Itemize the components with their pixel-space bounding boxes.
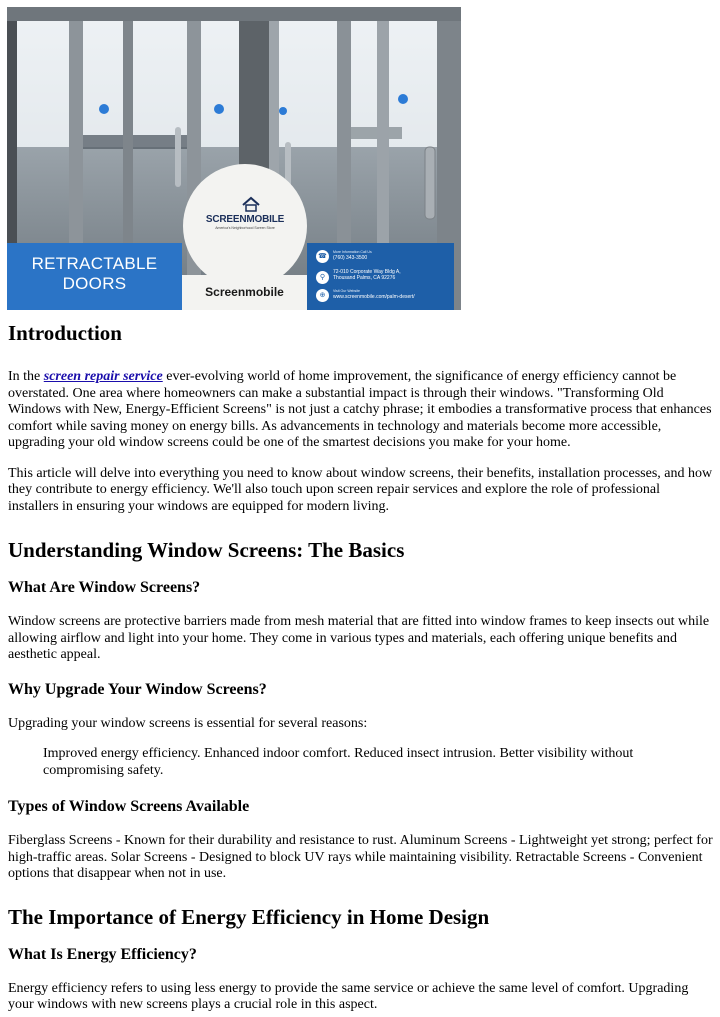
location-pin-icon: ⚲ [316, 271, 329, 284]
heading-basics: Understanding Window Screens: The Basics [8, 538, 405, 562]
types-paragraph: Fiberglass Screens - Known for their durability and resistance to rust. Aluminum Screens - Lightweight yet strong; perfect for high-traffic areas. Solar Screens - Designed to block UV rays while maintaining visibility. Retractable Screens - Convenient options that disappear when not in use. [8, 833, 713, 881]
address-line1: 72-010 Corporate Way Bldg A, [333, 269, 401, 275]
why-paragraph: Upgrading your window screens is essential for several reasons: [8, 715, 368, 731]
banner-title [7, 254, 182, 294]
phone-icon: ☎ [316, 250, 329, 263]
globe-icon: ⊕ [316, 289, 329, 302]
banner-title-line1: RETRACTABLE [31, 254, 158, 273]
hero-banner-image [7, 7, 461, 310]
address-line2: Thousand Palms, CA 92276 [333, 275, 396, 281]
phone-label: More Information Call Us [333, 250, 372, 254]
logo-tagline: America's Neighborhood Screen Store [215, 226, 275, 230]
heading-introduction: Introduction [8, 321, 122, 345]
intro-paragraph-2: This article will delve into everything you need to know about window screens, their benefits, installation processes, and how they contribute to energy efficiency. We'll also touch upon screen repair services and explore the role of professional installers in ensuring your windows are equipped for modern living. [8, 465, 713, 514]
intro-paragraph-1 [8, 369, 714, 452]
energy-efficiency-paragraph: Energy efficiency refers to using less energy to provide the same service or achieve the same level of comfort. Upgrading your windows with new screens plays a crucial role in this aspect. [8, 980, 689, 1012]
screen-repair-service-link[interactable]: screen repair service [43, 369, 163, 384]
phone-number: (760) 343-3500 [333, 255, 368, 261]
house-logo-icon [241, 195, 261, 213]
banner-brand: Screenmobile [205, 285, 284, 299]
heading-types: Types of Window Screens Available [8, 798, 250, 815]
heading-importance: The Importance of Energy Efficiency in Home Design [8, 904, 490, 929]
intro-rest: ever-evolving world of home improvement, the significance of energy efficiency cannot be overstated. One area where homeowners can make a substantial impact is through their windows. "Transforming Old Windows with New, Energy-Efficient Screens" is not just a catchy phrase; it embodies a transformative process that enhances comfort while saving money on energy bills. As advancements in technology and materials become more accessible, upgrading your old window screens could be one of the smartest decisions you make for your home. [8, 369, 712, 450]
intro-prefix: In the [8, 369, 44, 384]
heading-what-are-screens: What Are Window Screens? [8, 579, 201, 596]
logo-text: SCREENMOBILE [205, 214, 285, 225]
website-label: Visit Our Website [333, 289, 360, 293]
why-list: Improved energy efficiency. Enhanced indoor comfort. Reduced insect intrusion. Better visibility without compromising safety. [43, 746, 634, 778]
banner-title-line2: DOORS [62, 274, 127, 293]
article-body [8, 320, 714, 1014]
heading-energy-efficiency: What Is Energy Efficiency? [8, 945, 197, 963]
website-url: www.screenmobile.com/palm-desert/ [333, 294, 415, 300]
heading-why-upgrade: Why Upgrade Your Window Screens? [8, 680, 267, 698]
what-paragraph: Window screens are protective barriers made from mesh material that are fitted into window frames to keep insects out while allowing airflow and light into your home. They come in various types and materials, each offering unique benefits and aesthetic appeal. [8, 614, 710, 662]
